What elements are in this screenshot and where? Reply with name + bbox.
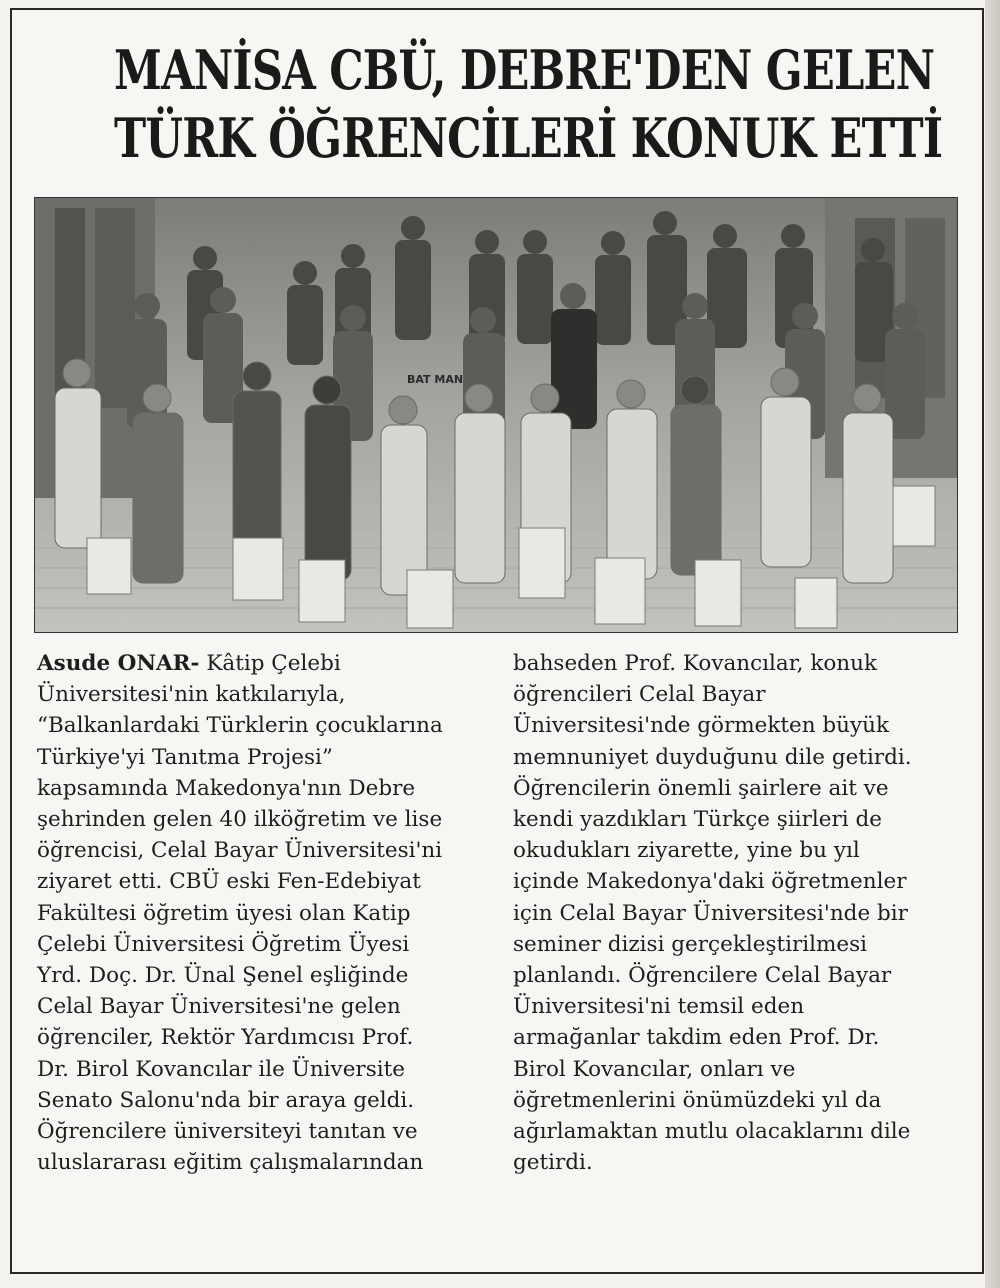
article-line: Birol Kovancılar, onları ve [513,1056,796,1082]
article-first-line [37,648,507,679]
article-line: Çelebi Üniversitesi Öğretim Üyesi [37,931,410,957]
article-line: ağırlamaktan mutlu olacaklarını dile [513,1119,911,1145]
page-edge [985,0,1000,1288]
article-line: için Celal Bayar Üniversitesi'nde bir [513,900,908,926]
group-photo [34,197,958,633]
article-line: öğretmenlerini önümüzdeki yıl da [513,1087,882,1113]
article-line: bahseden Prof. Kovancılar, konuk [513,651,878,676]
article-line: ziyaret etti. CBÜ eski Fen-Edebiyat [37,869,421,895]
article-line: “Balkanlardaki Türklerin çocuklarına [37,713,443,739]
headline-line-1: MANİSA CBÜ, DEBRE'DEN GELEN [114,38,935,102]
article-line: memnuniyet duyduğunu dile getirdi. [513,744,912,770]
article-line: Üniversitesi'nin katkılarıyla, [37,682,346,708]
article-line: planlandı. Öğrencilere Celal Bayar [513,963,892,989]
article-line: Celal Bayar Üniversitesi'ne gelen [37,994,401,1020]
article-line: Yrd. Doç. Dr. Ünal Şenel eşliğinde [37,963,409,989]
article-line: kendi yazdıkları Türkçe şiirleri de [513,807,882,833]
article-line: okudukları ziyarette, yine bu yıl [513,838,860,864]
shirt-print: BAT MAN [407,373,464,386]
article-column-1 [37,648,507,1178]
article-line: şehrinden gelen 40 ilköğretim ve lise [37,807,443,833]
article-line: Öğrencilere üniversiteyi tanıtan ve [37,1119,418,1145]
article-line: uluslararası eğitim çalışmalarından [37,1150,424,1176]
article-line: Fakültesi öğretim üyesi olan Katip [37,900,411,926]
article-line: Türkiye'yi Tanıtma Projesi” [37,744,333,770]
article-line: Üniversitesi'nde görmekten büyük [513,713,890,739]
headline-line-2: TÜRK ÖĞRENCİLERİ KONUK ETTİ [114,106,943,170]
article-line: öğrencisi, Celal Bayar Üniversitesi'ni [37,838,443,864]
group-photo-image [35,198,958,633]
article-line: armağanlar takdim eden Prof. Dr. [513,1025,880,1051]
article-line: getirdi. [513,1150,593,1176]
article-line: seminer dizisi gerçekleştirilmesi [513,931,868,957]
article-line: kapsamında Makedonya'nın Debre [37,775,416,801]
article-line: öğrencileri Celal Bayar [513,682,766,708]
article-line: öğrenciler, Rektör Yardımcısı Prof. [37,1025,414,1051]
article-line: Üniversitesi'ni temsil eden [513,994,805,1020]
article-line: içinde Makedonya'daki öğretmenler [513,869,907,895]
article-column-2 [513,648,963,1178]
article-line: Dr. Birol Kovancılar ile Üniversite [37,1056,405,1082]
headline [114,36,943,172]
byline: Asude ONAR- [37,651,200,676]
article-line: Kâtip Çelebi [206,651,341,676]
article-line: Senato Salonu'nda bir araya geldi. [37,1087,415,1113]
article-line: Öğrencilerin önemli şairlere ait ve [513,775,889,801]
